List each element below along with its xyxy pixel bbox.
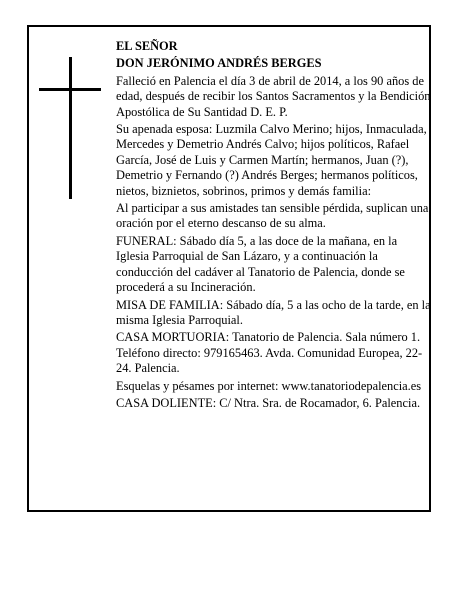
mourning-home-info: CASA DOLIENTE: C/ Ntra. Sra. de Rocamador, 6. Palencia. [116, 395, 421, 410]
deceased-name: DON JERÓNIMO ANDRÉS BERGES [116, 56, 322, 71]
family-mass-info: MISA DE FAMILIA: Sábado día, 5 a las ocho de la tarde, en la misma Iglesia Parroquial. [116, 297, 431, 327]
funeral-home-info: CASA MORTUORIA: Tanatorio de Palencia. Sala número 1. Teléfono directo: 979165463. Avda. Comunidad Europea, 22-24. Palencia. [116, 330, 423, 376]
title-line-1: EL SEÑOR [116, 39, 178, 53]
cross-horizontal-bar [39, 88, 101, 91]
funeral-info: FUNERAL: Sábado día 5, a las doce de la mañana, en la Iglesia Parroquial de San Lázaro, y a continuación la conducción del cadáver al Tanatorio de Palencia, donde se procederá a su Incineración. [116, 233, 405, 295]
obituary-text [116, 39, 431, 413]
family-list: Su apenada esposa: Luzmila Calvo Merino; hijos, Inmaculada, Mercedes y Demetrio Andrés Calvo; hijos políticos, Rafael García, José de Luis y Carmen Martín; hermanos, Juan (?), Demetrio y Fernando (?) Andrés Berges; hermanos políticos, nietos, biznietos, sobrinos, primos y demás familia: [116, 122, 427, 198]
online-condolences: Esquelas y pésames por internet: www.tanatoriodepalencia.es [116, 378, 422, 393]
prayer-request: Al participar a sus amistades tan sensible pérdida, suplican una oración por el eterno descanso de su alma. [116, 201, 429, 231]
cross-vertical-bar [69, 57, 72, 199]
death-announcement: Falleció en Palencia el día 3 de abril de 2014, a los 90 años de edad, después de recibir los Santos Sacramentos y la Bendición Apostólica de Su Santidad D. E. P. [116, 73, 431, 119]
obituary-notice [27, 25, 431, 512]
